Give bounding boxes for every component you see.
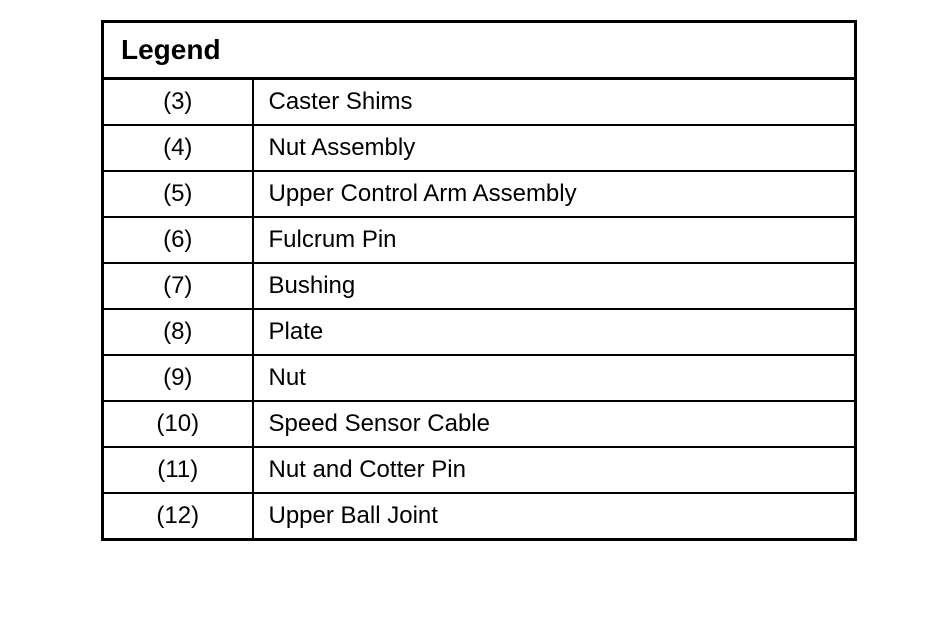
table-row xyxy=(103,79,856,126)
item-number: (5) xyxy=(103,171,253,217)
legend-title: Legend xyxy=(103,22,856,79)
table-row xyxy=(103,217,856,263)
table-row xyxy=(103,263,856,309)
table-row xyxy=(103,401,856,447)
item-description: Nut and Cotter Pin xyxy=(253,447,856,493)
item-description: Upper Ball Joint xyxy=(253,493,856,540)
table-row xyxy=(103,309,856,355)
item-description: Caster Shims xyxy=(253,79,856,126)
item-number: (4) xyxy=(103,125,253,171)
item-number: (3) xyxy=(103,79,253,126)
item-number: (10) xyxy=(103,401,253,447)
item-number: (6) xyxy=(103,217,253,263)
item-description: Upper Control Arm Assembly xyxy=(253,171,856,217)
item-description: Nut xyxy=(253,355,856,401)
item-number: (7) xyxy=(103,263,253,309)
item-number: (9) xyxy=(103,355,253,401)
item-description: Speed Sensor Cable xyxy=(253,401,856,447)
item-number: (12) xyxy=(103,493,253,540)
table-row xyxy=(103,493,856,540)
item-number: (11) xyxy=(103,447,253,493)
legend-header-row xyxy=(103,22,856,79)
table-row xyxy=(103,447,856,493)
table-row xyxy=(103,125,856,171)
item-description: Plate xyxy=(253,309,856,355)
item-number: (8) xyxy=(103,309,253,355)
item-description: Fulcrum Pin xyxy=(253,217,856,263)
item-description: Nut Assembly xyxy=(253,125,856,171)
item-description: Bushing xyxy=(253,263,856,309)
legend-table xyxy=(101,20,857,541)
table-row xyxy=(103,355,856,401)
table-row xyxy=(103,171,856,217)
